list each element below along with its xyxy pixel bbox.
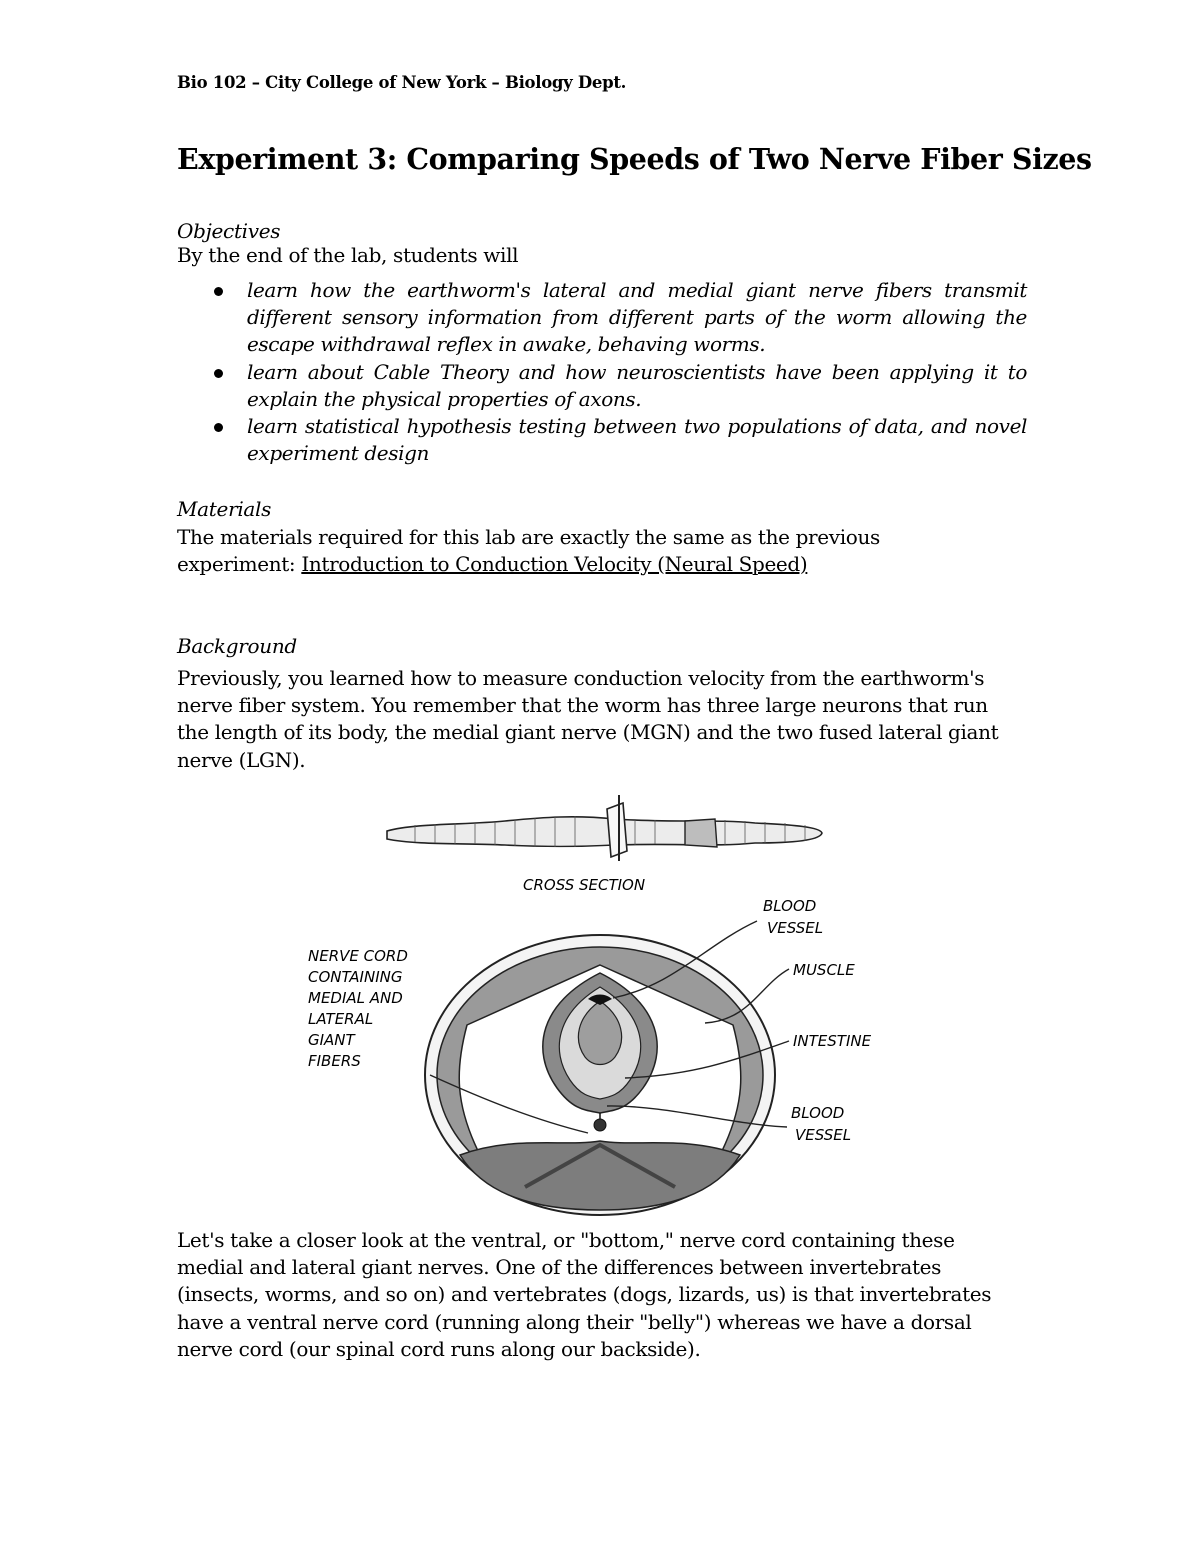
objectives-intro: By the end of the lab, students will [177,243,519,267]
cross-section-label: CROSS SECTION [523,876,646,894]
background-paragraph-1: Previously, you learned how to measure conduction velocity from the earthworm's nerve fiber system. You remember that the worm has three large neurons that run the length of its body, the medial giant nerve (MGN) and the two fused lateral giant nerve (LGN). [177,666,999,772]
materials-heading: Materials [177,497,272,521]
objectives-heading: Objectives [177,219,281,243]
nerve-cord-label [305,943,445,1073]
bullet-icon [214,369,223,378]
blood-vessel-bottom-label-1: BLOOD [791,1104,845,1122]
figure-labels [763,897,872,1144]
svg-text:NERVE CORD: NERVE CORD [308,947,408,965]
list-item: learn how the earthworm's lateral and medial giant nerve fibers transmit different sensory information from different parts of the worm allowing the escape withdrawal reflex in awake, behaving worms. [177,277,1027,359]
cross-section-illustration [425,935,775,1215]
muscle-label: MUSCLE [793,961,855,979]
blood-vessel-top-label-1: BLOOD [763,897,817,915]
page-title: Experiment 3: Comparing Speeds of Two Nerve Fiber Sizes [177,142,1092,176]
blood-vessel-top-label-2: VESSEL [767,919,824,937]
background-heading: Background [177,634,297,658]
bullet-icon [214,287,223,296]
svg-text:MEDIAL AND: MEDIAL AND [308,989,403,1007]
objectives-list [177,277,1027,467]
svg-text:GIANT: GIANT [308,1031,355,1049]
svg-text:FIBERS: FIBERS [308,1052,361,1070]
bullet-icon [214,423,223,432]
materials-paragraph: The materials required for this lab are exactly the same as the previous experiment: Introduction to Conduction Velocity (Neural Speed) [177,525,880,577]
conduction-velocity-link[interactable]: Introduction to Conduction Velocity (Neural Speed) [301,552,808,577]
background-paragraph-2: Let's take a closer look at the ventral, or "bottom," nerve cord containing these medial and lateral giant nerves. One of the differences between invertebrates (insects, worms, and so on) and vertebrates (dogs, lizards, us) is that invertebrates have a ventral nerve cord (running along their "belly") whereas we have a dorsal nerve cord (our spinal cord runs along our backside). [177,1228,992,1361]
svg-text:CONTAINING: CONTAINING [308,968,403,986]
list-item: learn about Cable Theory and how neuroscientists have been applying it to explain the physical properties of axons. [177,359,1027,413]
page-header: Bio 102 – City College of New York – Biology Dept. [177,73,627,92]
intestine-label: INTESTINE [793,1032,872,1050]
earthworm-illustration [387,795,822,861]
list-item: learn statistical hypothesis testing between two populations of data, and novel experiment design [177,413,1027,467]
svg-text:LATERAL: LATERAL [308,1010,374,1028]
blood-vessel-bottom-label-2: VESSEL [795,1126,852,1144]
